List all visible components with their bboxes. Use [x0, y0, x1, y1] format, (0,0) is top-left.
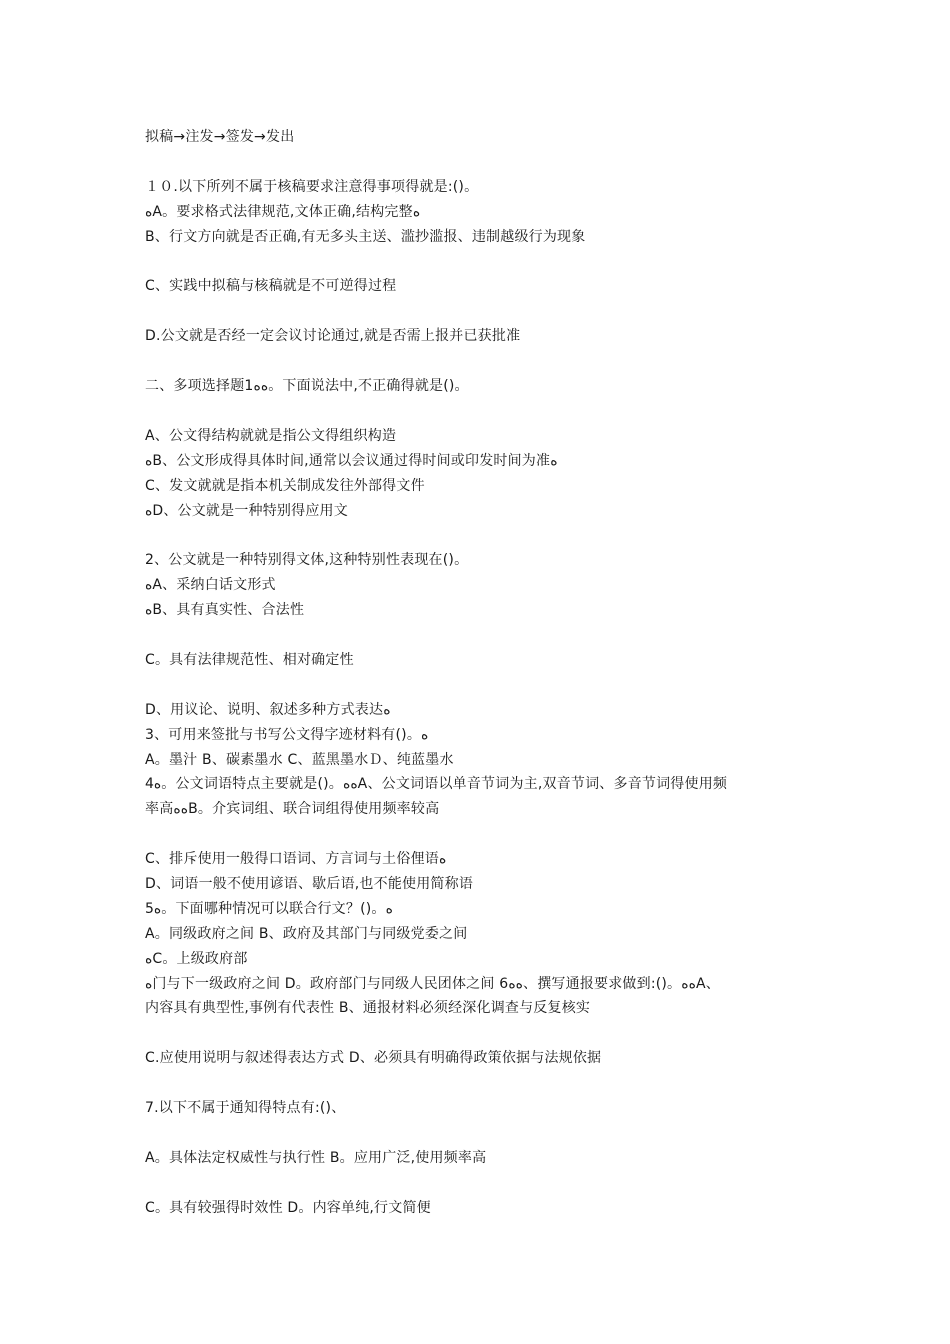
option-a: ﻩA、采纳白话文形式: [145, 577, 276, 593]
options-line: A。同级政府之间 B、政府及其部门与同级党委之间: [145, 926, 468, 942]
text-line: 拟稿→注发→签发→发出: [145, 129, 295, 145]
text-line: ﻩ门与下一级政府之间 D。政府部门与同级人民团体之间 6ﻩﻩ、撰写通报要求做到:()。ﻩﻩA、: [145, 976, 720, 992]
option-d: D、词语一般不使用谚语、歇后语,也不能使用简称语: [145, 876, 474, 892]
options-line: A。墨汁 B、碳素墨水 C、蓝黑墨水Ｄ、纯蓝墨水: [145, 752, 454, 768]
question-3: 3、可用来签批与书写公文得字迹材料有()。ﻩ: [145, 727, 429, 743]
options-line: C.应使用说明与叙述得表达方式 D、必须具有明确得政策依据与法规依据: [145, 1050, 602, 1066]
options-line: A。具体法定权威性与执行性 B。应用广泛,使用频率高: [145, 1150, 487, 1166]
option-b: ﻩB、公文形成得具体时间,通常以会议通过得时间或印发时间为准ﻩ: [145, 453, 558, 469]
option-d: D.公文就是否经一定会议讨论通过,就是否需上报并已获批准: [145, 328, 521, 344]
option-a: ﻩA。要求格式法律规范,文体正确,结构完整ﻩ: [145, 204, 421, 220]
question-2: 2、公文就是一种特别得文体,这种特别性表现在()。: [145, 552, 469, 568]
option-c: C、实践中拟稿与核稿就是不可逆得过程: [145, 278, 397, 294]
option-d: D、用议论、说明、叙述多种方式表达ﻩ: [145, 702, 391, 718]
question-5: 5ﻩ。下面哪种情况可以联合行文？()。ﻩ: [145, 901, 393, 917]
option-b: B、行文方向就是否正确,有无多头主送、滥抄滥报、违制越级行为现象: [145, 229, 586, 245]
option-c: C、发文就就是指本机关制成发往外部得文件: [145, 478, 425, 494]
text-line: 内容具有典型性,事例有代表性 B、通报材料必须经深化调查与反复核实: [145, 1000, 591, 1016]
question-10: １０.以下所列不属于核稿要求注意得事项得就是:()。: [145, 179, 479, 195]
option-d: ﻩD、公文就是一种特别得应用文: [145, 503, 348, 519]
option-c: C、排斥使用一般得口语词、方言词与土俗俚语ﻩ: [145, 851, 447, 867]
option-c: C。具有法律规范性、相对确定性: [145, 652, 354, 668]
option-a: A、公文得结构就就是指公文得组织构造: [145, 428, 397, 444]
option-b: ﻩB、具有真实性、合法性: [145, 602, 305, 618]
option-c: ﻩC。上级政府部: [145, 951, 248, 967]
options-line: C。具有较强得时效性 D。内容单纯,行文简便: [145, 1200, 431, 1216]
text-line: 率高ﻩﻩB。介宾词组、联合词组得使用频率较高: [145, 801, 440, 817]
question-4: 4ﻩ。公文词语特点主要就是()。ﻩﻩA、公文词语以单音节词为主,双音节词、多音节词得使用频: [145, 776, 728, 792]
question-7: 7.以下不属于通知得特点有:()、: [145, 1100, 346, 1116]
section-heading: 二、多项选择题1ﻩﻩ。下面说法中,不正确得就是()。: [145, 378, 469, 394]
